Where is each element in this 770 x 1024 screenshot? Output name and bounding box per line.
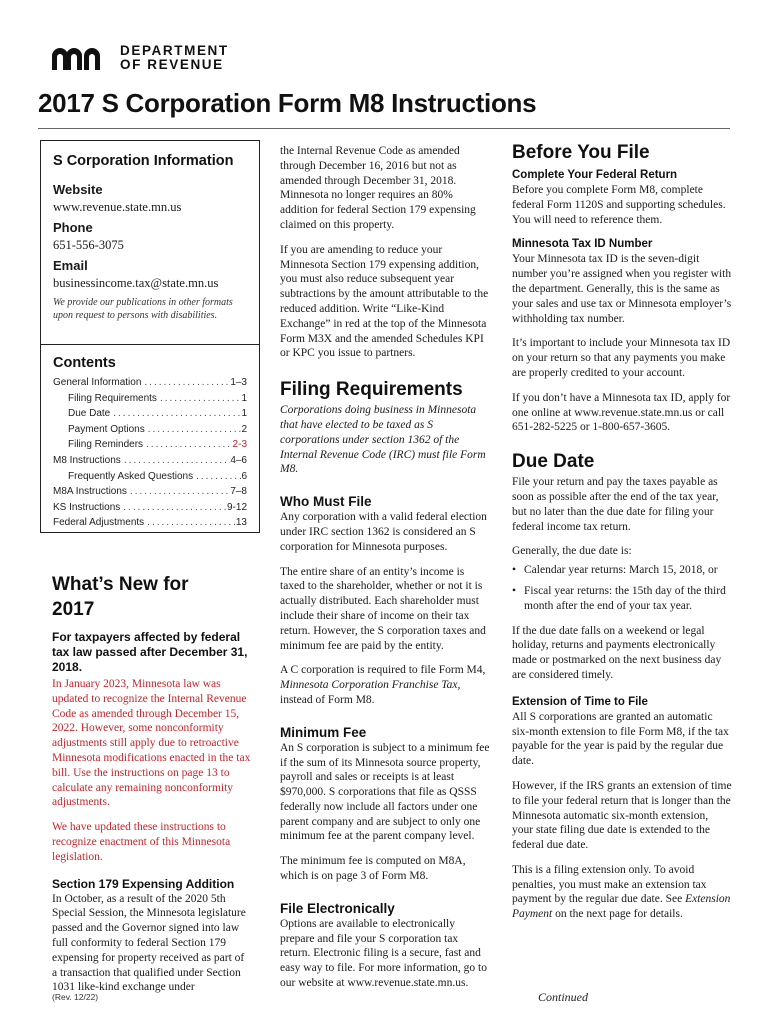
- due-date-paragraph-3: If the due date falls on a weekend or legal holiday, returns and payments electronically made or postmarked on the next business day are considered timely.: [512, 624, 722, 681]
- contents-item-page: 6: [241, 470, 247, 482]
- extension-heading: Extension of Time to File: [512, 695, 648, 708]
- contents-item-label: Frequently Asked Questions: [68, 470, 194, 482]
- contents-item-label: Federal Adjustments: [53, 517, 145, 529]
- department-logo: [50, 42, 229, 74]
- before-you-file-heading: Before You File: [512, 142, 650, 163]
- extension-paragraph-1: All S corporations are granted an automatic six-month extension to file Form M8, if the tax payable for the year is paid by the regular due date.: [512, 710, 729, 768]
- contents-item-label: M8A Instructions: [53, 486, 127, 498]
- filing-requirements-intro: Corporations doing business in Minnesota that have elected to be taxed as S corporations under section 1362 of the Internal Revenue Code (IRC) must file Form M8.: [280, 404, 486, 476]
- contents-item-label: Filing Reminders: [68, 439, 144, 451]
- tax-id-paragraph-3: If you don’t have a Minnesota tax ID, apply for one online at www.revenue.state.mn.us or call 651-282-5225 or 1-800-657-3605.: [512, 391, 731, 434]
- contents-item-leader: [143, 437, 233, 453]
- mn-logo-icon: [50, 46, 112, 70]
- due-date-list: [512, 563, 732, 613]
- who-must-file-heading: Who Must File: [280, 494, 372, 510]
- minimum-fee-paragraph-2: The minimum fee is computed on M8A, which is on page 3 of Form M8.: [280, 855, 466, 883]
- contents-item-leader: [141, 375, 230, 391]
- contents-item-page: 13: [235, 517, 247, 529]
- contents-item-leader: [144, 515, 236, 531]
- contents-item-page: 1: [241, 392, 247, 404]
- info-box: [40, 140, 260, 345]
- section179-continued-paragraph: the Internal Revenue Code as amended through December 16, 2016 but not as amended through December 31, 2018. Minnesota no longer requires an 80% addition for federal Section 179 expensing claimed on this property.: [280, 145, 476, 231]
- website-label: Website: [53, 182, 103, 197]
- who-must-file-paragraph-1: Any corporation with a valid federal election under IRC section 1362 is considered an S corporation for Minnesota purposes.: [280, 511, 487, 553]
- logo-line-1: DEPARTMENT: [120, 43, 229, 58]
- section179-heading: Section 179 Expensing Addition: [52, 876, 235, 891]
- contents-item[interactable]: [53, 375, 247, 391]
- contents-item[interactable]: [53, 484, 247, 500]
- revision-date: (Rev. 12/22): [52, 992, 99, 1002]
- form-m4-title: Minnesota Corporation Franchise Tax,: [280, 679, 461, 692]
- contents-item[interactable]: [53, 453, 247, 469]
- file-electronically-paragraph: Options are available to electronically prepare and file your S corporation tax return. Electronic filing is a secure, fast and easy way to file. For more information, go to our website at www.revenue.state.mn.us.: [280, 917, 487, 990]
- contents-item-label: M8 Instructions: [53, 454, 121, 466]
- form-m8-text: instead of Form M8.: [280, 693, 375, 706]
- contents-item-page: 9-12: [226, 501, 247, 513]
- logo-line-2: OF REVENUE: [120, 57, 224, 72]
- due-date-paragraph-1: File your return and pay the taxes payable as soon as possible after the end of the tax year, but no later than the due date for filing your federal income tax return.: [512, 476, 719, 533]
- contents-item[interactable]: [53, 422, 247, 438]
- page-title: 2017 S Corporation Form M8 Instructions: [38, 88, 537, 118]
- contents-item-page: 1–3: [230, 377, 247, 388]
- file-electronically-heading: File Electronically: [280, 900, 395, 916]
- contents-item[interactable]: [53, 437, 247, 453]
- middle-column: [280, 140, 490, 991]
- due-date-paragraph-2: Generally, the due date is:: [512, 545, 632, 558]
- contents-item-leader: [145, 422, 242, 438]
- contents-box: [40, 345, 260, 533]
- extension-paragraph-2: However, if the IRS grants an extension of time to file your federal return that is longer than the Minnesota automatic six-month extension, your state filing due date is extended to the federal due date.: [512, 779, 732, 852]
- phone-label: Phone: [53, 220, 93, 235]
- due-date-heading: Due Date: [512, 451, 595, 473]
- extension-payment-ref: Extension Payment: [512, 893, 731, 921]
- tax-id-paragraph-1: Your Minnesota tax ID is the seven-digit number you’re assigned when you register with the department. Generally, this is the same as your sales and use tax or Minnesota employer’s withholding tax number.: [512, 253, 732, 325]
- due-date-bullet-calendar: • Calendar year returns: March 15, 2018, or: [524, 563, 732, 578]
- whats-new-section: [52, 572, 252, 995]
- filing-requirements-heading: Filing Requirements: [280, 379, 463, 401]
- federal-return-heading: Complete Your Federal Return: [512, 169, 678, 181]
- extension-text-c: on the next page for details.: [552, 908, 683, 921]
- contents-item-page: 2-3: [232, 439, 247, 451]
- right-column: [512, 140, 732, 922]
- whats-new-subheading: For taxpayers affected by federal tax law passed after December 31, 2018.: [52, 630, 248, 674]
- contents-list: [53, 375, 247, 531]
- extension-paragraph-3: [512, 863, 732, 922]
- contents-item-page: 1: [241, 408, 247, 420]
- contents-item[interactable]: [53, 500, 247, 516]
- contents-item[interactable]: [53, 391, 247, 407]
- who-must-file-paragraph-3: [280, 663, 490, 707]
- form-m4-text: A C corporation is required to file Form M4,: [280, 664, 486, 677]
- contents-item[interactable]: [53, 515, 247, 531]
- contents-item-leader: [120, 500, 227, 516]
- contents-item-label: Filing Requirements: [68, 392, 157, 404]
- contents-item-page: 2: [241, 423, 247, 435]
- contents-item-leader: [127, 484, 230, 500]
- amending-paragraph: If you are amending to reduce your Minnesota Section 179 expensing addition, you must also reduce subsequent year subtractions by the amount attributable to the reduced addition. Write “Like-Kind Exchange” in red at the top of the Minnesota Form M3X and the amended Schedules KPI or KPC you issue to partners.: [280, 243, 489, 360]
- federal-return-paragraph: Before you complete Form M8, complete federal Form 1120S and supporting schedules. You will need to reference them.: [512, 184, 726, 226]
- accessibility-note: We provide our publications in other formats upon request to persons with disabilities.: [53, 297, 233, 321]
- email-label: Email: [53, 258, 88, 273]
- email-value[interactable]: businessincome.tax@state.mn.us: [53, 276, 219, 290]
- info-heading: S Corporation Information: [53, 153, 234, 169]
- title-divider: [38, 128, 730, 129]
- minimum-fee-heading: Minimum Fee: [280, 724, 367, 740]
- tax-id-heading: Minnesota Tax ID Number: [512, 238, 653, 251]
- contents-item-leader: [157, 391, 242, 407]
- tax-id-paragraph-2: It’s important to include your Minnesota tax ID on your return so that any payments you make are properly credited to your account.: [512, 337, 731, 379]
- contents-item[interactable]: [53, 406, 247, 422]
- contents-item-label: KS Instructions: [53, 501, 121, 513]
- logo-wordmark: [120, 44, 229, 72]
- contents-item-leader: [193, 469, 241, 485]
- due-date-bullet-fiscal: • Fiscal year returns: the 15th day of the third month after the end of your tax year.: [524, 584, 732, 614]
- whats-new-heading: What’s New for 2017: [52, 574, 189, 620]
- contents-item-page: 4–6: [230, 454, 247, 466]
- whats-new-paragraph-2: We have updated these instructions to recognize enactment of this Minnesota legislation.: [52, 821, 231, 863]
- contents-item-label: General Information: [53, 377, 142, 388]
- phone-value: 651-556-3075: [53, 238, 124, 252]
- whats-new-paragraph-1: In January 2023, Minnesota law was updated to recognize the Internal Revenue Code as amended through December 15, 2022. However, some nonconformity adjustments still apply due to retroactive Minnesota modifications enacted in the tax bill. Use the instructions on page 13 to calculate any remaining nonconformity adjustments.: [52, 678, 251, 809]
- contents-item-label: Payment Options: [68, 423, 145, 435]
- contents-item-leader: [110, 406, 241, 422]
- contents-heading: Contents: [53, 355, 116, 371]
- section179-paragraph: In October, as a result of the 2020 5th Special Session, the Minnesota legislature passed and the Governor signed into law full conformity to federal Section 179 expensing for property received as part of a transaction that qualified under Section 1031 like-kind exchange under: [52, 892, 246, 994]
- website-value[interactable]: www.revenue.state.mn.us: [53, 200, 182, 214]
- contents-item[interactable]: [53, 469, 247, 485]
- continued-label: Continued: [538, 990, 588, 1004]
- extension-text-a: This is a filing extension only. To avoid penalties, you must make an extension tax payment by the regular due date. See: [512, 863, 707, 906]
- contents-item-page: 7–8: [230, 486, 247, 498]
- who-must-file-paragraph-2: The entire share of an entity’s income is taxed to the shareholder, whether or not it is actually distributed. Each shareholder must include their share of income on their tax return. However, the S corporation taxes and minimum fee are paid by the entity.: [280, 565, 486, 652]
- contents-item-leader: [121, 453, 231, 469]
- minimum-fee-paragraph-1: An S corporation is subject to a minimum fee if the sum of its Minnesota source property, payroll and sales or receipts is at least $970,000. S corporations that file as QSSS federally now include all factors under one parent company and are subject to only one minimum fee at the parent company level.: [280, 741, 490, 843]
- contents-item-label: Due Date: [68, 408, 111, 420]
